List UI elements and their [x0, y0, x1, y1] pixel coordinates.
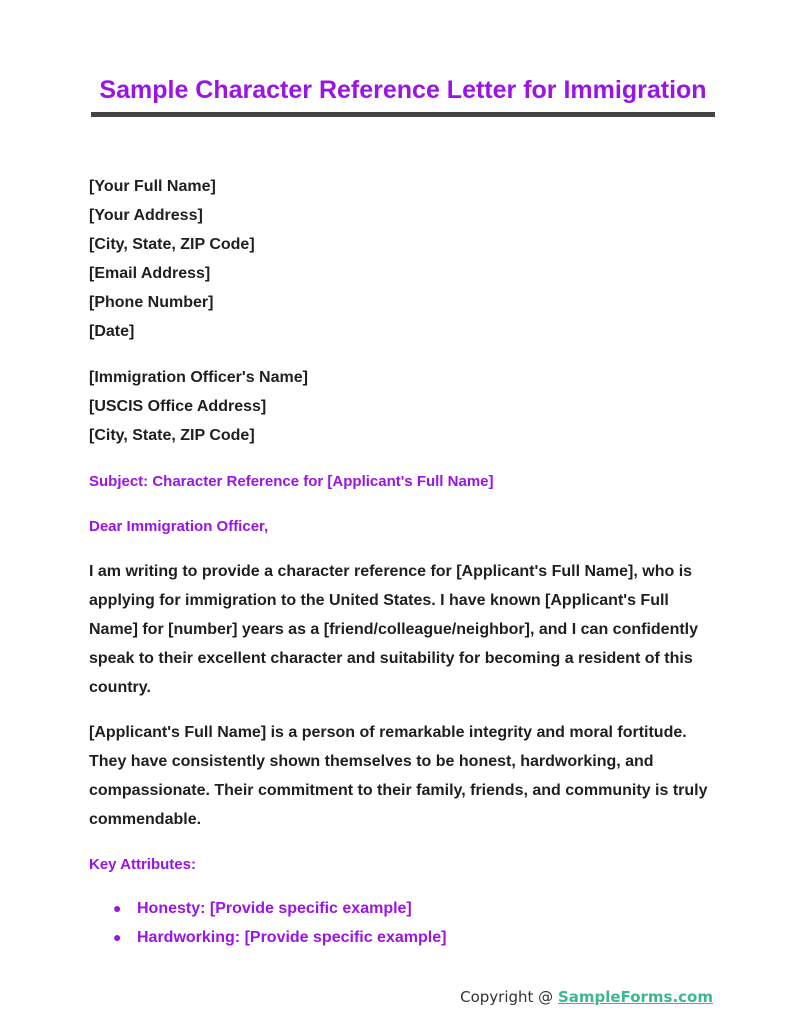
- sender-city-state-zip: [City, State, ZIP Code]: [89, 236, 255, 253]
- body-paragraph-1: I am writing to provide a character reference for [Applicant's Full Name], who is applying for immigration to the United States. I have known [Applicant's Full Name] for [number] years as a [friend/colleague/neighbor], and I can confidently speak to their excellent character and suitability for becoming a resident of this country.: [89, 563, 699, 696]
- list-item: [113, 923, 719, 952]
- sender-phone: [Phone Number]: [89, 294, 214, 311]
- bullet-icon: ●: [113, 929, 122, 945]
- body-paragraph-2: [Applicant's Full Name] is a person of remarkable integrity and moral fortitude. They have consistently shown themselves to be honest, hardworking, and compassionate. Their commitment to their family, friends, and community is truly commendable.: [89, 724, 708, 828]
- brand-link[interactable]: SampleForms.com: [557, 988, 713, 1006]
- copyright-text: Copyright @: [460, 988, 558, 1006]
- recipient-city-state-zip: [City, State, ZIP Code]: [89, 427, 255, 444]
- sender-address: [Your Address]: [89, 207, 203, 224]
- sender-email: [Email Address]: [89, 265, 211, 282]
- bullet-icon: ●: [113, 900, 122, 916]
- title-divider: [91, 112, 715, 117]
- sender-block: [89, 172, 719, 346]
- sender-full-name: [Your Full Name]: [89, 178, 216, 195]
- recipient-office-address: [USCIS Office Address]: [89, 398, 267, 415]
- recipient-block: [89, 363, 719, 450]
- key-attributes-list: [89, 894, 719, 952]
- copyright-footer: [460, 988, 713, 1006]
- letter-body: [89, 172, 719, 952]
- salutation: Dear Immigration Officer,: [89, 518, 269, 535]
- page-title: Sample Character Reference Letter for Immigration: [99, 76, 707, 104]
- attribute-honesty: Honesty: [Provide specific example]: [137, 900, 412, 917]
- attribute-hardworking: Hardworking: [Provide specific example]: [137, 929, 447, 946]
- key-attributes-heading: Key Attributes:: [89, 856, 196, 873]
- recipient-name: [Immigration Officer's Name]: [89, 369, 308, 386]
- subject-line: Subject: Character Reference for [Applicant's Full Name]: [89, 473, 494, 490]
- list-item: [113, 894, 719, 923]
- letter-date: [Date]: [89, 323, 135, 340]
